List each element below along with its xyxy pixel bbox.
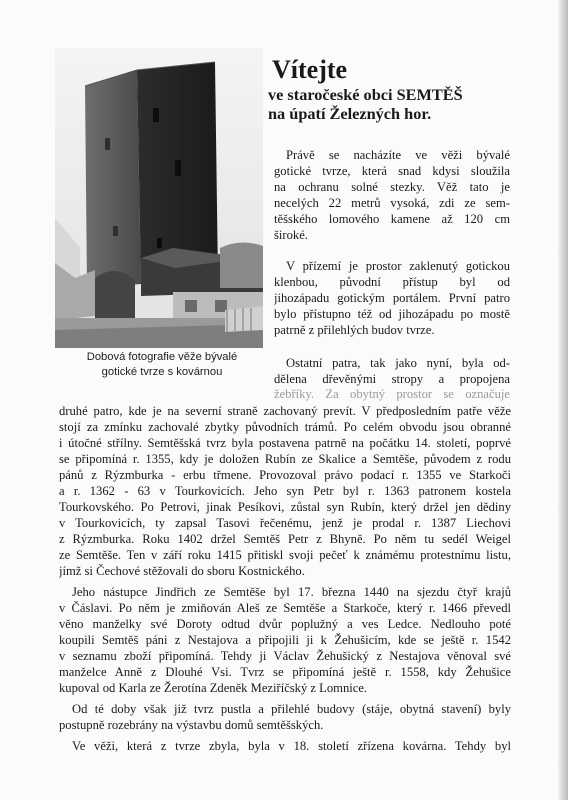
text-line: V přízemí je prostor zaklenutý gotickou (286, 259, 510, 273)
text-line: druhé patro, kde je na severní straně zachovaný prevít. V předposledním patře věže (59, 404, 511, 418)
text-line: Jeho nástupce Jindřich ze Semtěše byl 17. března 1440 na sjezdu čtyř krajů (72, 585, 511, 599)
photo-caption-line: Dobová fotografie věže bývalé (86, 351, 238, 363)
text-line: bylo přístupno též od jihozápadu po mostě (274, 307, 510, 321)
text-line: v seznamu zboží připomíná. Tehdy ji Václav Žehušický z Nestajova věnoval své (59, 649, 511, 663)
text-line: dělena dřevěnými stropy a propojena (274, 372, 510, 386)
page-fold-shadow (558, 0, 568, 800)
subtitle-line: ve staročeské obci SEMTĚŠ (268, 85, 463, 104)
page-subtitle (268, 85, 463, 123)
photo-caption-line: gotické tvrze s kovárnou (101, 365, 223, 378)
text-line: žebříky. Za obytný prostor se označuje (274, 387, 510, 401)
text-line: stojí za zmínku zachovalé zbytky původních trámů. Po celém obvodu jsou obranné (59, 420, 511, 434)
text-line: pánů z Rýzmburka - erbu třmene. Provozoval právo podací r. 1355 ve Starkoči (59, 468, 511, 482)
text-line: široké. (274, 228, 308, 242)
text-line: se připomíná r. 1355, kdy je doložen Rubín ze Skalice a Semtěše, původem z rodu (59, 452, 511, 466)
text-line: necelých 22 metrů vysoká, zdi ze sem- (274, 196, 510, 210)
text-line: jihozápadu gotickým portálem. První patro (274, 291, 510, 305)
text-line: ze Semtěše. Ten v září roku 1415 přitiskl svoji pečeť k známému protestnímu listu, (59, 548, 511, 562)
tower-photo (55, 48, 263, 348)
text-line: patrně z přilehlých budov tvrze. (274, 323, 435, 337)
text-line: kupoval od Karla ze Žerotína Zdeněk Meziříčský z Lomnice. (59, 681, 368, 695)
text-line: koupili Semtěš páni z Nestajova a připojili ji k Žehušicím, kde se ještě r. 1542 (59, 633, 511, 647)
text-line: postupně rozebrány na výstavbu domů semtěšských. (59, 718, 324, 732)
text-line: a r. 1362 - 63 v Tourkovicích. Jeho syn Petr byl r. 1363 patronem kostela (59, 484, 511, 498)
text-line: gotické tvrze, která snad kdysi sloužila (274, 164, 510, 178)
photo-caption (66, 350, 258, 379)
text-line: Právě se nacházíte ve věži bývalé (286, 148, 510, 162)
text-line: v Tourkovicích, ty zapsal Tasovi řečenému, jenž je prodal r. 1387 Liechovi (59, 516, 511, 530)
text-line: manželce Anně z Dlouhé Vsi. Tvrz se připomíná ještě r. 1558, kdy Žehušice (59, 665, 511, 679)
text-line: Ostatní patra, tak jako nyní, byla od- (286, 356, 510, 370)
text-line: z Rýzmburka. Roku 1402 držel Semtěš Petr z Bhyně. Po něm tu sedél Weigel (59, 532, 511, 546)
text-line: v Čáslavi. Po něm je zmiňován Aleš ze Semtěše a Starkoče, který r. 1466 převedl (59, 601, 511, 615)
text-line: Tourkovského. Po Petrovi, jinak Pesíkovi, zůstal syn Rubín, který držel jen dědiny (59, 500, 511, 514)
tower-photo-image (55, 48, 263, 348)
text-line: na ochranu solné stezky. Věž tato je (274, 180, 510, 194)
text-line: i útočné střílny. Semtěšská tvrz byla postavena patrně na počátku 14. století, poprvé (59, 436, 511, 450)
page-title: Vítejte (272, 55, 348, 84)
text-line: Ve věži, která z tvrze zbyla, byla v 18. století zřízena kovárna. Tehdy byl (72, 739, 511, 753)
text-line: Od té doby však již tvrz pustla a přilehlé budovy (stáje, obytná stavení) byly (72, 702, 511, 716)
subtitle-line: na úpatí Železných hor. (268, 104, 432, 123)
text-line: klenbou, původní přístup byl od (274, 275, 510, 289)
text-line: jímž si Čechové stěžovali do sboru Kostnického. (59, 564, 305, 578)
text-line: těšského lomového kamene až 120 cm (274, 212, 510, 226)
text-line: věno manželky své Doroty odtud dvůr poplužný a ves Ledce. Nedlouho poté (59, 617, 511, 631)
